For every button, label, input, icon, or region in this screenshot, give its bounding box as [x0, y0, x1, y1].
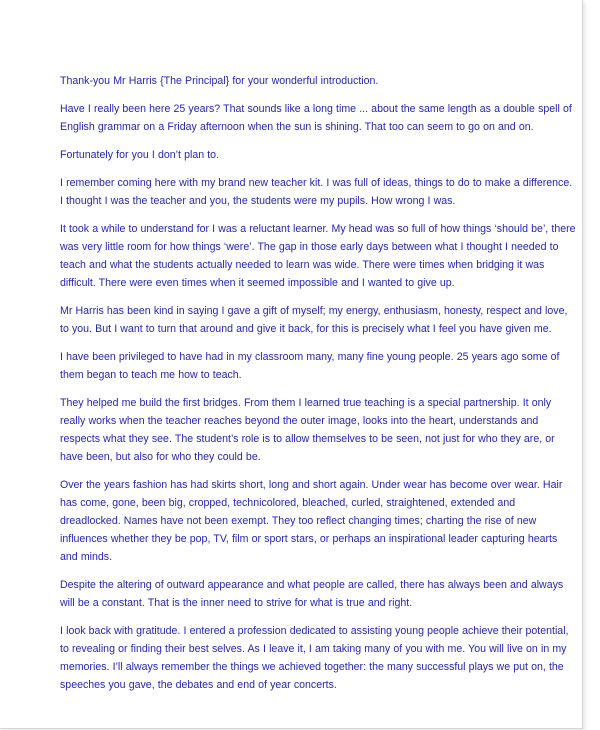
text-line: respects what they see. The student’s role is to allow themselves to be seen, not just for who they are, or [60, 433, 555, 445]
text-line: and minds. [60, 551, 113, 563]
text-line: Despite the altering of outward appearance and what people are called, there has always been and always [60, 579, 564, 591]
text-line: Mr Harris has been kind in saying I gave a gift of myself; my energy, enthusiasm, honesty, respect and love, [60, 305, 568, 317]
paragraph [60, 622, 569, 694]
text-line: has come, gone, been big, cropped, technicolored, bleached, curled, straightened, extended and [60, 497, 516, 509]
text-line: English grammar on a Friday afternoon when the sun is shining. That too can seem to go on and on. [60, 121, 534, 133]
text-line: I remember coming here with my brand new teacher kit. I was full of ideas, things to do to make a difference. [60, 177, 573, 189]
text-line: Have I really been here 25 years? That sounds like a long time ... about the same length as a double spell of [60, 103, 572, 115]
text-line: Thank-you Mr Harris {The Principal} for your wonderful introduction. [60, 75, 379, 87]
text-line: to revealing or finding their best selves. As I leave it, I am taking many of you with me. You will live on in my [60, 643, 567, 655]
paragraph [60, 576, 564, 612]
text-line: difficult. There were even times when it seemed impossible and I wanted to give up. [60, 277, 455, 289]
paragraph [60, 146, 552, 164]
text-line: I have been privileged to have had in my classroom many, many fine young people. 25 years ago some of [60, 351, 560, 363]
paragraph [60, 220, 576, 292]
text-line: them began to teach me how to teach. [60, 369, 242, 381]
text-line: I look back with gratitude. I entered a profession dedicated to assisting young people achieve their potential, [60, 625, 569, 637]
paragraph [60, 100, 572, 136]
paragraph [60, 394, 555, 466]
paragraph [60, 476, 563, 566]
text-line: really works when the teacher reaches beyond the outer image, looks into the heart, understands and [60, 415, 539, 427]
text-line: have been, but also for who they could be. [60, 451, 261, 463]
paragraph [60, 302, 568, 338]
text-line: It took a while to understand for I was a reluctant learner. My head was so full of how things ‘should be’, there [60, 223, 576, 235]
text-line: teach and what the students actually needed to learn was wide. There were times when bridging it was [60, 259, 545, 271]
text-line: influences whether they be pop, TV, film or sport stars, or perhaps an inspirational leader capturing hearts [60, 533, 558, 545]
text-line: was very little room for how things ‘were’. The gap in those early days between what I thought I needed to [60, 241, 559, 253]
text-line: dreadlocked. Names have not been exempt. They too reflect changing times; charting the rise of new [60, 515, 537, 527]
paragraph [60, 348, 560, 384]
text-line: to you. But I want to turn that around and give it back, for this is precisely what I feel you have given me. [60, 323, 552, 335]
paragraph [60, 174, 573, 210]
paragraph [60, 72, 552, 90]
text-line: memories. I’ll always remember the things we achieved together: the many successful plays we put on, the [60, 661, 564, 673]
text-line: speeches you gave, the debates and end of year concerts. [60, 679, 337, 691]
text-line: Over the years fashion has had skirts short, long and short again. Under wear has become over wear. Hair [60, 479, 563, 491]
text-line: Fortunately for you I don’t plan to. [60, 149, 220, 161]
text-line: I thought I was the teacher and you, the students were my pupils. How wrong I was. [60, 195, 456, 207]
text-line: will be a constant. That is the inner need to strive for what is true and right. [60, 597, 413, 609]
text-line: They helped me build the first bridges. From them I learned true teaching is a special partnership. It only [60, 397, 552, 409]
document-body [60, 72, 576, 704]
